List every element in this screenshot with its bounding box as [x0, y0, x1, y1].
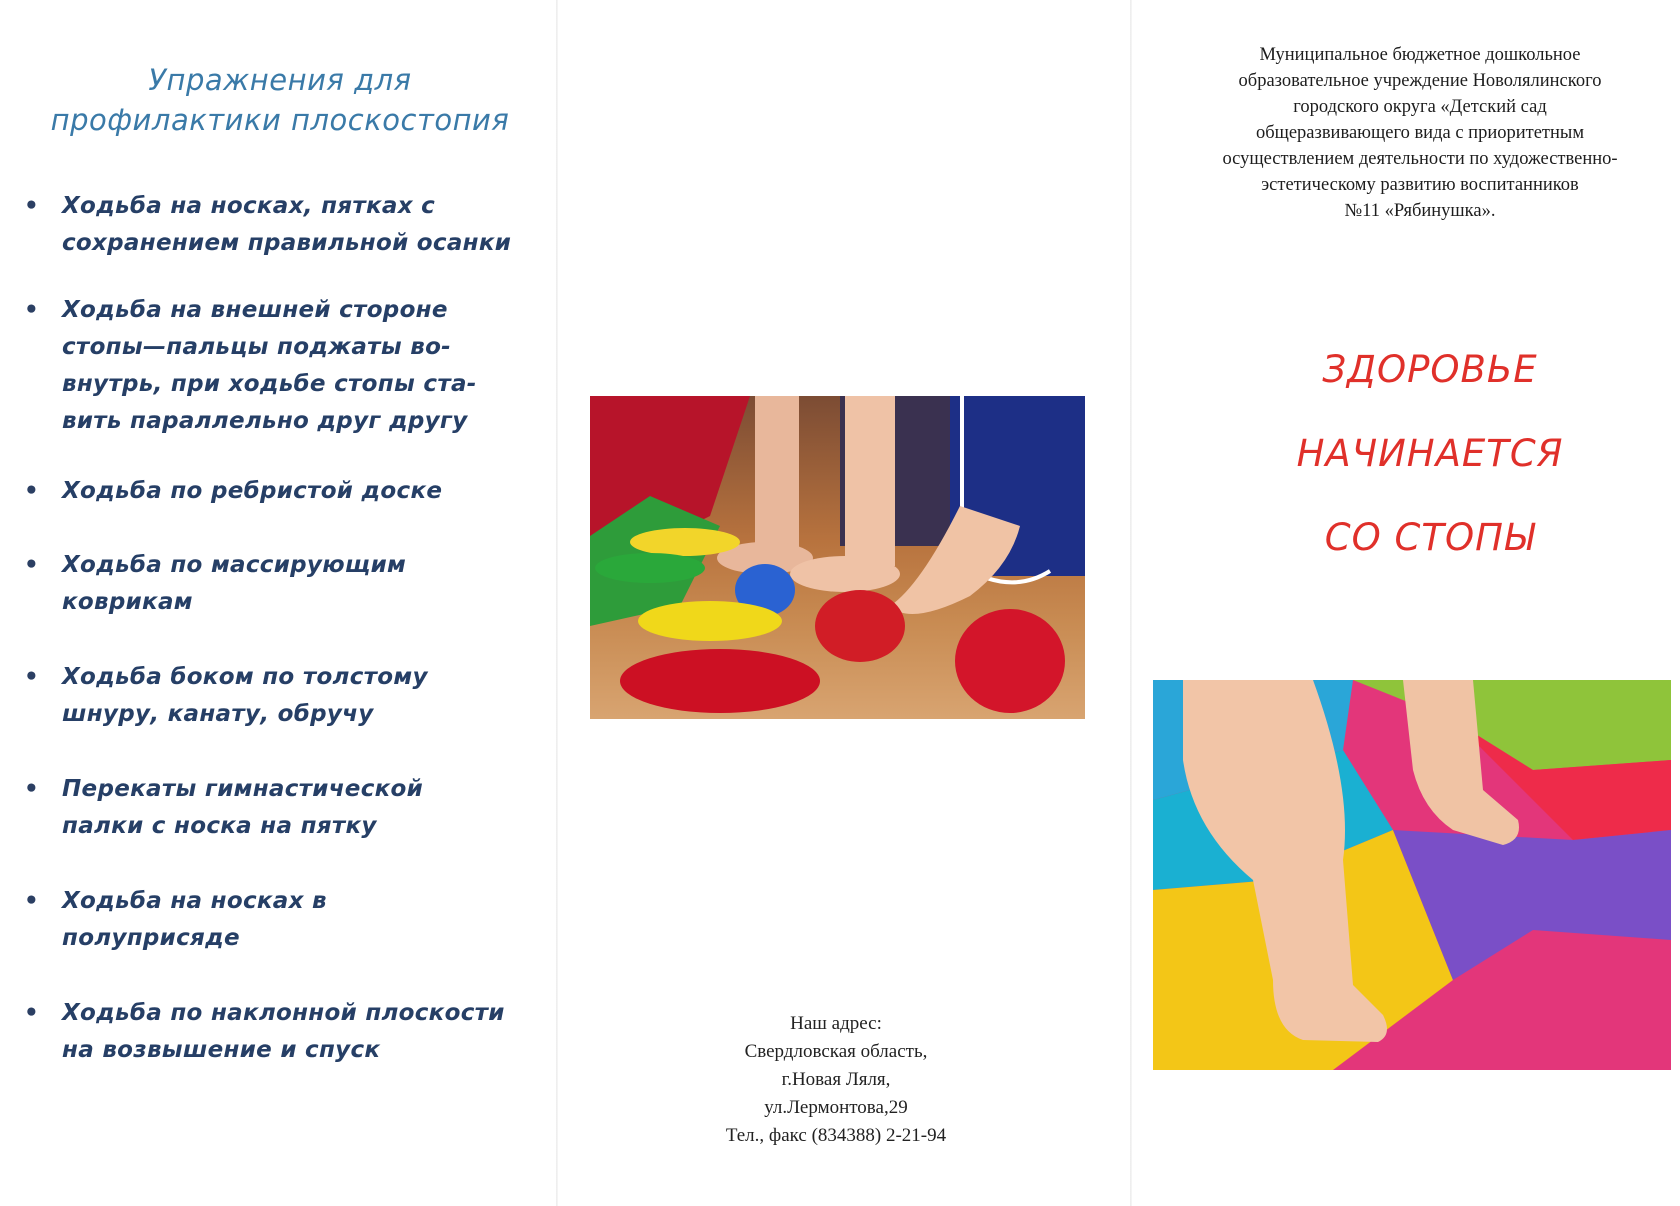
bullet-icon: •	[24, 664, 40, 690]
exercises-title-line-1: Упражнения для	[148, 63, 412, 97]
exercise-text: Ходьба боком по толстому шнуру, канату, обручу	[62, 664, 428, 727]
feet-photo-illustration	[590, 396, 1085, 719]
institution-line: №11 «Рябинушка».	[1344, 201, 1496, 221]
exercises-title-line-2: профилактики плоскостопия	[50, 103, 510, 137]
exercise-item	[20, 292, 530, 440]
bullet-icon: •	[24, 193, 40, 219]
institution-line: Муниципальное бюджетное дошкольное	[1259, 45, 1581, 65]
bullet-icon: •	[24, 552, 40, 578]
green-disc	[595, 553, 705, 583]
mats-photo-illustration	[1153, 680, 1671, 1070]
address-region: Свердловская область,	[744, 1041, 928, 1062]
red-massage-ball	[815, 590, 905, 662]
exercise-item	[20, 995, 530, 1069]
exercise-item	[20, 547, 530, 621]
bullet-icon: •	[24, 888, 40, 914]
address-city: г.Новая Ляля,	[781, 1069, 891, 1090]
exercise-item	[20, 771, 530, 845]
exercise-list	[20, 188, 530, 1069]
exercises-title	[30, 60, 530, 140]
institution-line: общеразвивающего вида с приоритетным	[1255, 123, 1585, 143]
institution-line: осуществлением деятельности по художественно-	[1222, 149, 1618, 169]
photo-child-foot-on-massage-mats	[1153, 680, 1671, 1070]
exercise-text: Ходьба на внешней стороне стопы—пальцы поджаты во- внутрь, при ходьбе стопы ста- вить параллельно друг другу	[62, 297, 477, 434]
yellow-ring	[630, 528, 740, 556]
address-heading: Наш адрес:	[790, 1013, 882, 1034]
exercise-text: Ходьба на носках в полуприсяде	[62, 888, 327, 951]
slogan-line-3: СО СТОПЫ	[1324, 516, 1536, 559]
exercise-text: Перекаты гимнастической палки с носка на пятку	[62, 776, 424, 839]
slogan-line-1: ЗДОРОВЬЕ	[1322, 348, 1538, 391]
institution-line: эстетическому развитию воспитанников	[1261, 175, 1579, 195]
photo-children-feet-massage-balls	[590, 396, 1085, 719]
bullet-icon: •	[24, 776, 40, 802]
child-foot	[790, 556, 900, 592]
institution-line: городского округа «Детский сад	[1293, 97, 1547, 117]
exercise-text: Ходьба по наклонной плоскости на возвышение и спуск	[62, 1000, 505, 1063]
bullet-icon: •	[24, 478, 40, 504]
bullet-icon: •	[24, 1000, 40, 1026]
institution-name	[1180, 42, 1660, 224]
exercise-item	[20, 473, 530, 510]
red-massage-ball	[955, 609, 1065, 713]
exercise-item	[20, 883, 530, 957]
exercise-text: Ходьба по ребристой доске	[62, 478, 443, 504]
child-leg	[845, 396, 895, 566]
exercise-item	[20, 188, 530, 262]
slogan-line-2: НАЧИНАЕТСЯ	[1296, 432, 1564, 475]
red-massage-disc	[620, 649, 820, 713]
exercise-item	[20, 659, 530, 733]
exercise-text: Ходьба по массирующим коврикам	[62, 552, 407, 615]
address-street: ул.Лермонтова,29	[764, 1097, 908, 1118]
yellow-ring	[638, 601, 782, 641]
institution-line: образовательное учреждение Новолялинского	[1238, 71, 1602, 91]
address-phone: Тел., факс (834388) 2-21-94	[725, 1125, 947, 1146]
left-panel	[0, 0, 556, 1206]
address-block	[556, 1010, 1116, 1150]
exercise-text: Ходьба на носках, пятках с сохранением правильной осанки	[62, 193, 512, 256]
child-leg	[755, 396, 799, 561]
bullet-icon: •	[24, 297, 40, 323]
